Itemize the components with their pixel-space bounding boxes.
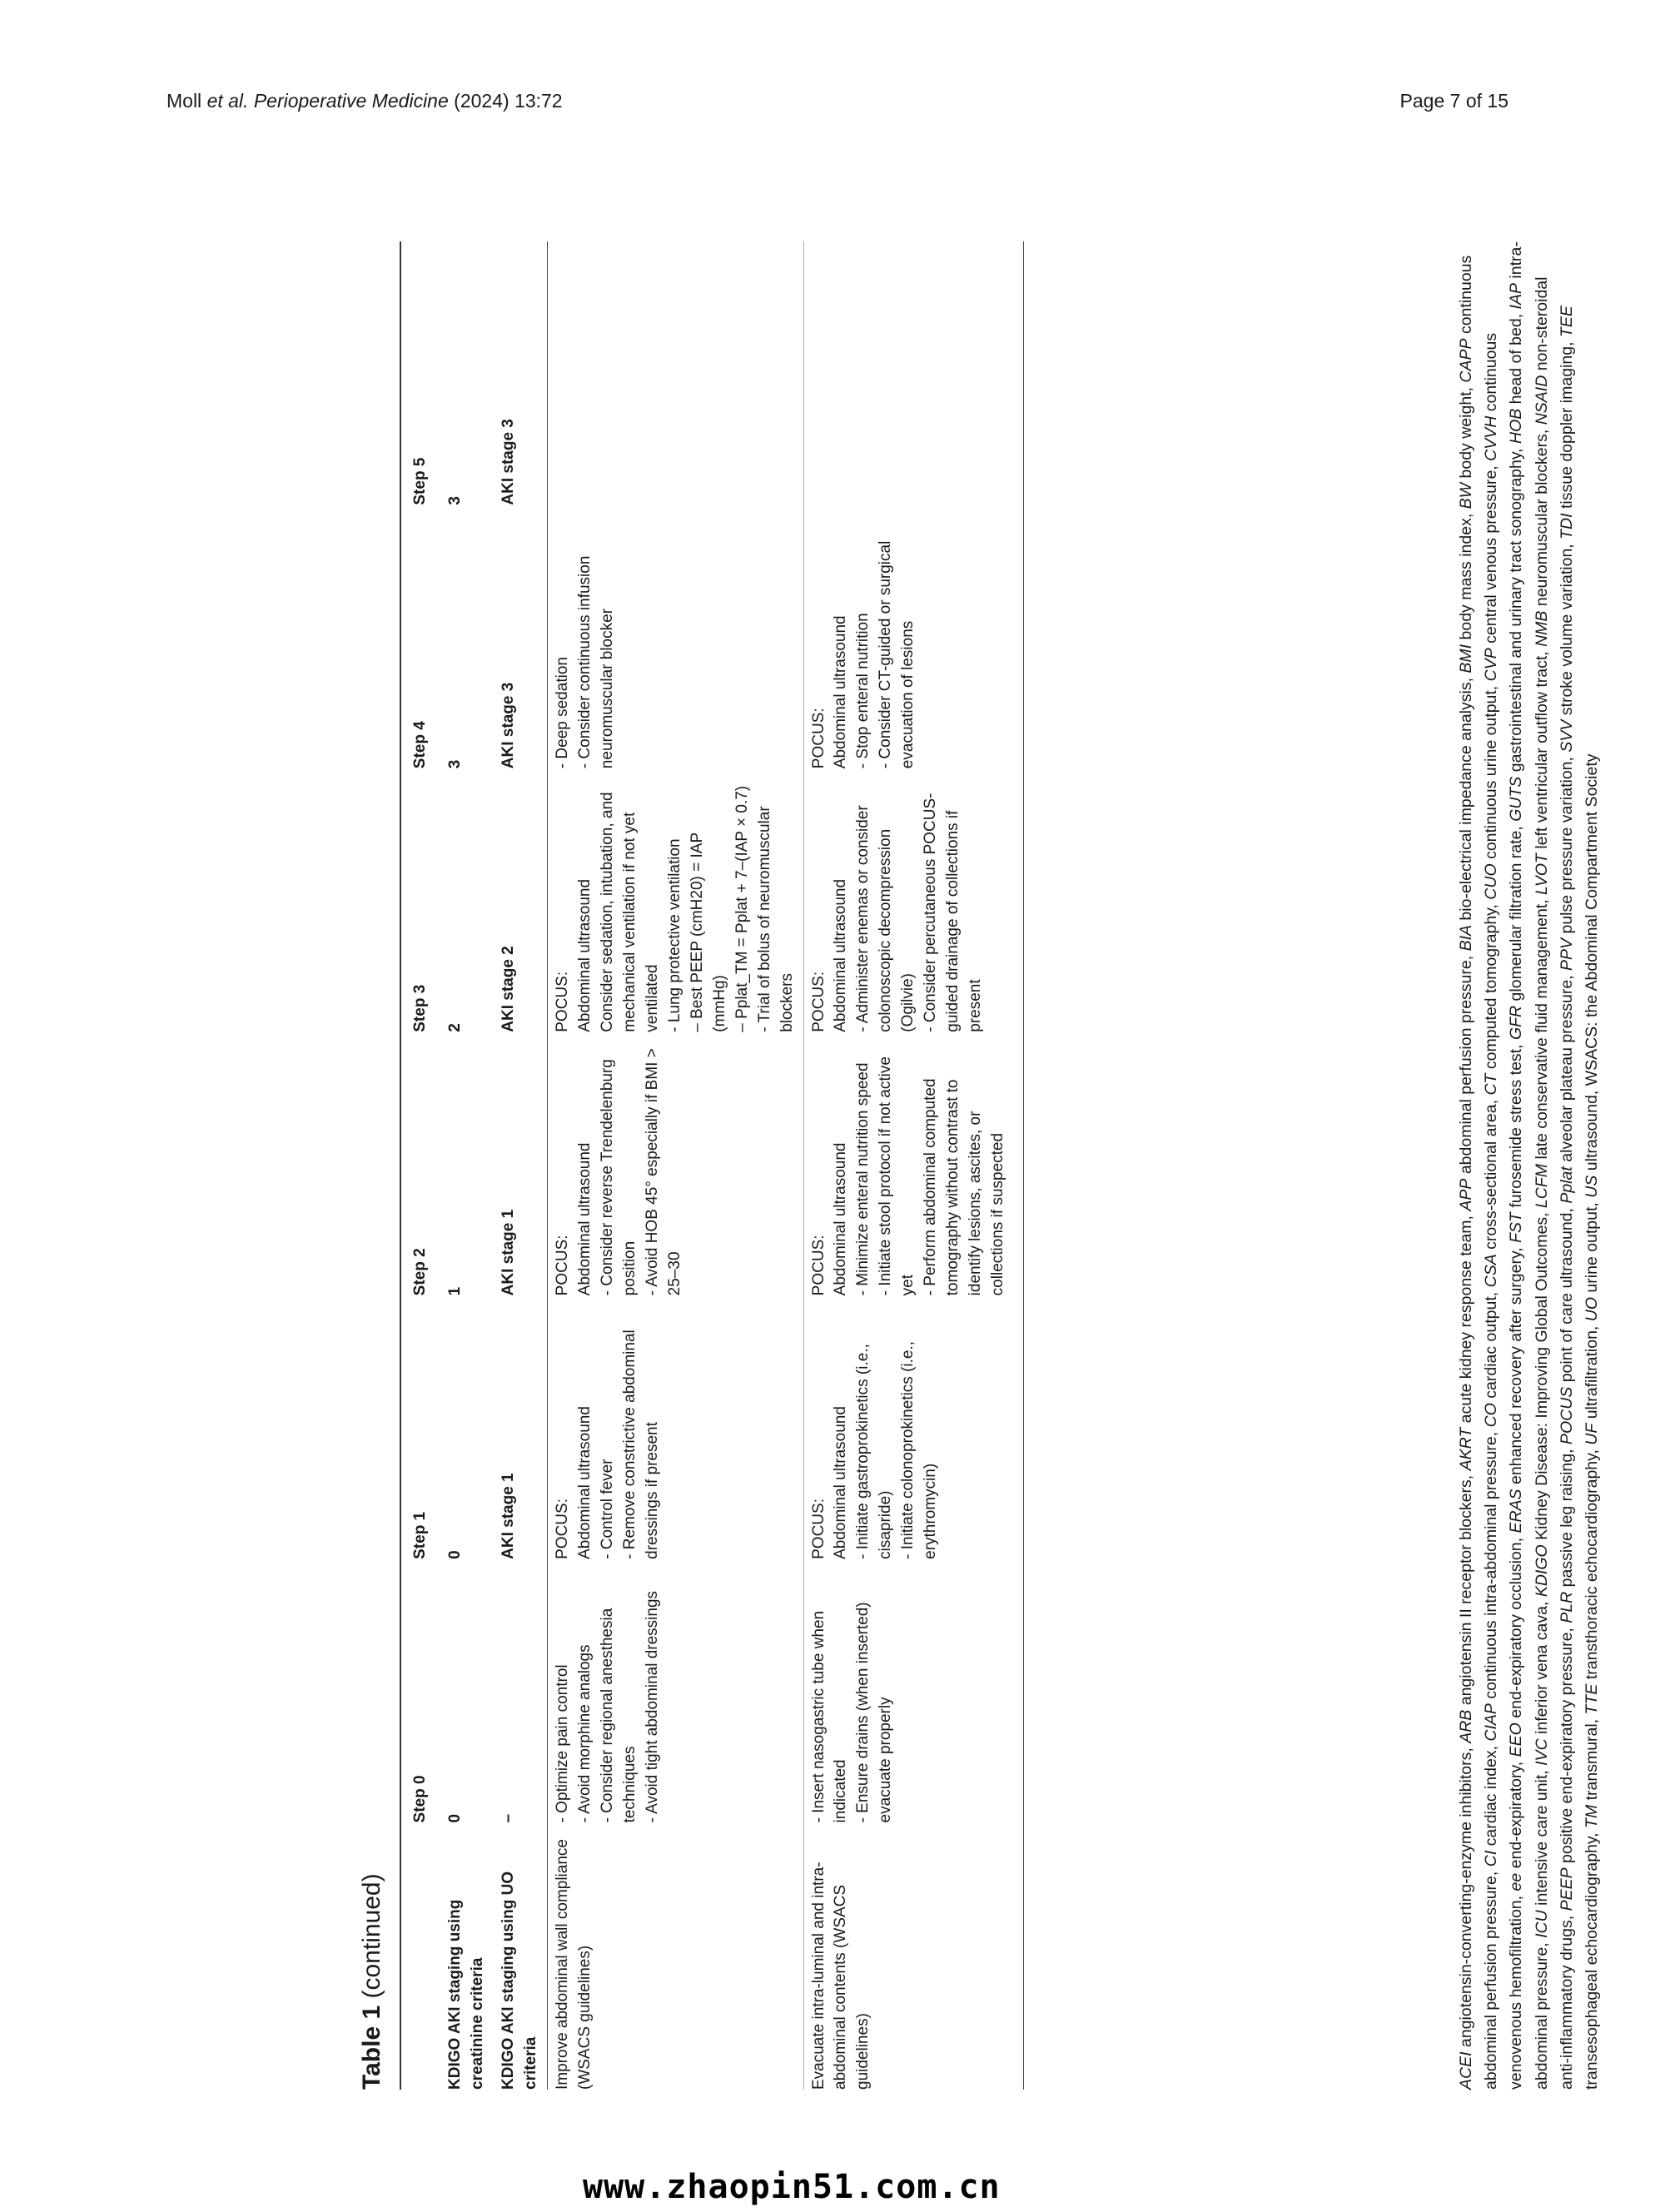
footnote-abbr: Pplat	[1557, 1166, 1576, 1204]
table-cell	[547, 241, 803, 505]
table-footnote	[1454, 241, 1604, 2090]
running-head	[166, 90, 1508, 120]
table-cell	[547, 505, 803, 769]
table-cell	[547, 1032, 803, 1296]
cell-line: POCUS:	[809, 708, 828, 769]
footnote-abbr: PLR	[1557, 1591, 1576, 1623]
header-cell: Step 5	[400, 241, 440, 505]
cell-line: - Stop enteral nutrition	[854, 613, 872, 769]
table-cell	[803, 1559, 1024, 1823]
footnote-abbr: US	[1583, 1175, 1602, 1198]
footnote-entry: CVP central venous pressure,	[1482, 460, 1501, 682]
footnote-abbr: SVV	[1557, 719, 1576, 753]
footnote-entry: CI cardiac index,	[1482, 1741, 1501, 1867]
table-caption: Table 1 (continued)	[358, 1873, 385, 2090]
cell-line: - Remove constrictive abdominal dressings if present	[620, 1330, 661, 1559]
row-label: Evacuate intra-luminal and intra-abdominal contents (WSACS guidelines)	[803, 1822, 1024, 2090]
cell-line: Abdominal ultrasound	[832, 878, 850, 1032]
footnote-abbr: CIAP	[1482, 1703, 1501, 1742]
footnote-entry: GFR glomerular filtration rate,	[1507, 821, 1526, 1041]
footnote-abbr: BW	[1457, 482, 1475, 510]
footnote-entry: ERAS enhanced recovery after surgery,	[1507, 1242, 1526, 1533]
header-cell: Step 4	[400, 505, 440, 769]
footnote-abbr: CVP	[1482, 648, 1501, 682]
cell-line: Abdominal ultrasound	[832, 615, 850, 769]
footnote-entry: UO urine output,	[1583, 1197, 1602, 1322]
footnote-entry: Pplat alveolar plateau pressure,	[1557, 970, 1576, 1204]
footnote-entry: CUO continuous urine output,	[1482, 681, 1501, 900]
cell-line: - Consider percutaneous POCUS-guided drainage of collections if present	[922, 793, 985, 1032]
cell-line: POCUS:	[809, 971, 828, 1032]
footnote-entry: IAP intra-abdominal pressure,	[1507, 241, 1551, 2090]
page-number: Page 7 of 15	[1399, 90, 1508, 112]
footnote-entry: CT computed tomography,	[1482, 899, 1501, 1096]
cell-line: POCUS:	[553, 971, 571, 1032]
cell-line: - Consider regional anesthesia techniques	[598, 1608, 639, 1823]
table-cell	[547, 1559, 803, 1823]
footnote-abbr: BMI	[1457, 644, 1475, 674]
footnote-entry: TDI tissue doppler imaging,	[1557, 337, 1576, 539]
table-header-row	[400, 241, 440, 2090]
footnote-abbr: NMB	[1532, 610, 1551, 647]
cell-line: - Initiate stool protocol if not active yet	[877, 1056, 917, 1296]
table-cell: 1	[445, 1286, 464, 1296]
footnote-abbr: HOB	[1507, 408, 1526, 444]
cell-line: - Initiate gastroprokinetics (i.e., cisapride)	[854, 1344, 895, 1559]
cell-line: - Initiate colonoprokinetics (i.e., erythromycin)	[899, 1340, 940, 1559]
footnote-abbr: TTE	[1583, 1683, 1602, 1715]
table-row-uo	[494, 241, 547, 2090]
table-cell	[803, 1032, 1024, 1296]
footnote-abbr: ERAS	[1507, 1489, 1526, 1533]
footnote-closing: WSACS: the Abdominal Compartment Society	[1583, 753, 1602, 1086]
cell-line: - Control fever	[598, 1459, 616, 1559]
footnote-entry: PEEP positive end-expiratory pressure,	[1557, 1623, 1576, 1911]
table-cell: 3	[445, 496, 464, 505]
footnote-entry: SVV stroke volume variation,	[1557, 539, 1576, 753]
cell-line: - Lung protective ventilation	[665, 838, 683, 1032]
cell-line: – Best PEEP (cmH20) = IAP (mmHg)	[688, 833, 728, 1032]
footnote-entry: KDIGO Kidney Disease: Improving Global Outcomes,	[1532, 1208, 1551, 1598]
row-label: KDIGO AKI staging using UO criteria	[499, 1871, 539, 2090]
footnote-abbr: ICU	[1532, 1910, 1551, 1938]
footnote-abbr: TEE	[1557, 306, 1576, 338]
footnote-abbr: PPV	[1557, 937, 1576, 971]
cell-line: - Ensure drains (when inserted) evacuate properly	[854, 1602, 895, 1823]
footnote-abbr: TM	[1583, 1804, 1602, 1828]
footnote-abbr: ACEI	[1457, 2051, 1475, 2090]
footnote-abbr: IVC	[1532, 1738, 1551, 1766]
cell-line: Abdominal ultrasound	[575, 878, 594, 1032]
table-cell	[547, 1295, 803, 1559]
table-1	[400, 241, 1024, 2090]
footnote-abbr: BIA	[1457, 924, 1475, 952]
footnote-abbr: NSAID	[1532, 375, 1551, 425]
footnote-abbr: TDI	[1557, 513, 1576, 539]
table-cell: AKI stage 3	[499, 682, 517, 769]
footnote-entry: US ultrasound,	[1583, 1086, 1602, 1198]
footnote-abbr: GFR	[1507, 1005, 1526, 1041]
table-cell: 0	[445, 1550, 464, 1559]
header-cell	[400, 1822, 440, 2090]
footnote-entry: HOB head of bed,	[1507, 309, 1526, 444]
footnote-abbr: ee	[1507, 1872, 1526, 1891]
footnote-abbr: KDIGO	[1532, 1544, 1551, 1598]
footnote-abbr: ARB	[1457, 1709, 1475, 1743]
footnote-entry: CO cardiac output,	[1482, 1287, 1501, 1428]
footnote-entry: FST furosemide stress test,	[1507, 1040, 1526, 1243]
footnote-entry: PPV pulse pressure variation,	[1557, 752, 1576, 971]
footnote-entry: CAPP continuous abdominal perfusion pressure,	[1457, 255, 1501, 2090]
footnote-entry: IVC inferior vena cava,	[1532, 1597, 1551, 1766]
cell-line: Abdominal ultrasound	[832, 1142, 850, 1296]
footnote-entry: GUTS gastrointestinal and urinary tract sonography,	[1507, 444, 1526, 822]
footnote-abbr: CSA	[1482, 1254, 1501, 1288]
row-label: KDIGO AKI staging using creatinine criteria	[445, 1899, 486, 2090]
footnote-entry: BMI body mass index,	[1457, 509, 1475, 674]
cell-line: - Insert nasogastric tube when indicated	[809, 1610, 850, 1823]
footnote-abbr: LVOT	[1532, 853, 1551, 895]
table-cell: AKI stage 1	[499, 1473, 517, 1559]
cell-line: - Administer enemas or consider colonoscopic decompression (Ogilvie)	[854, 805, 917, 1032]
header-cell: Step 1	[400, 1295, 440, 1559]
footnote-entry: CIAP continuous intra-abdominal pressure,	[1482, 1427, 1501, 1742]
cell-line: POCUS:	[809, 1499, 828, 1559]
footnote-entry: ee end-expiratory,	[1507, 1757, 1526, 1891]
footnote-entry: TTE transthoracic echocardiography,	[1583, 1444, 1602, 1715]
table-cell	[547, 768, 803, 1032]
footnote-entry: POCUS point of care ultrasound,	[1557, 1203, 1576, 1445]
header-cell: Step 0	[400, 1559, 440, 1823]
footnote-abbr: CT	[1482, 1073, 1501, 1096]
footnote-entry: CSA cross-sectional area,	[1482, 1095, 1501, 1288]
footnote-entry: AKRT acute kidney response team,	[1457, 1210, 1475, 1471]
footnote-entry: NMB neuromuscular blockers,	[1532, 425, 1551, 647]
cell-line: Abdominal ultrasound	[575, 1406, 594, 1559]
cell-line: POCUS:	[553, 1499, 571, 1559]
table-row-creatinine	[440, 241, 494, 2090]
footnote-entry: ACEI angiotensin-converting-enzyme inhibitors,	[1457, 1742, 1475, 2090]
table-cell	[803, 768, 1024, 1032]
footnote-entry: ICU intensive care unit,	[1532, 1765, 1551, 1938]
cell-line: POCUS:	[553, 1235, 571, 1296]
table-row-evacuate	[803, 241, 1024, 2090]
footnote-abbr: UO	[1583, 1297, 1602, 1322]
cell-line: - Minimize enteral nutrition speed	[854, 1062, 872, 1296]
cell-line: - Consider continuous infusion neuromuscular blocker	[575, 555, 616, 769]
cell-line: Abdominal ultrasound	[575, 1142, 594, 1296]
footnote-entry: NSAID non-steroidal anti-inflammatory drugs,	[1532, 276, 1576, 2090]
cell-line: - Consider reverse Trendelenburg position	[598, 1059, 639, 1296]
cell-line: - Consider CT-guided or surgical evacuation of lesions	[877, 540, 917, 769]
article-citation: Moll et al. Perioperative Medicine (2024) 13:72	[166, 90, 563, 112]
footnote-abbr: LCFM	[1532, 1163, 1551, 1209]
footnote-entry: LCFM late conservative fluid management,	[1532, 894, 1551, 1209]
cell-line: Abdominal ultrasound	[832, 1406, 850, 1559]
footnote-entry: PLR passive leg raising,	[1557, 1444, 1576, 1623]
footnote-abbr: CUO	[1482, 863, 1501, 900]
rotated-table-block	[358, 241, 1665, 2090]
footnote-entry: TEE transesophageal echocardiography,	[1557, 306, 1602, 2090]
header-cell: Step 2	[400, 1032, 440, 1296]
table-cell: AKI stage 2	[499, 946, 517, 1032]
cell-line: - Trial of bolus of neuromuscular blockers	[755, 806, 796, 1032]
footnote-abbr: AKRT	[1457, 1427, 1475, 1471]
cell-line: Consider sedation, intubation, and mechanical ventilation if not yet ventilated	[598, 792, 661, 1032]
footnote-abbr: PEEP	[1557, 1867, 1576, 1911]
table-cell	[803, 1295, 1024, 1559]
table-cell: AKI stage 3	[499, 419, 517, 505]
row-label: Improve abdominal wall compliance (WSACS guidelines)	[547, 1822, 803, 2090]
footnote-entry: EEO end-expiratory occlusion,	[1507, 1533, 1526, 1757]
footnote-abbr: UF	[1583, 1423, 1602, 1445]
table-cell: –	[499, 1813, 517, 1823]
footnote-abbr: GUTS	[1507, 776, 1526, 822]
footnote-entry: APP abdominal perfusion pressure,	[1457, 951, 1475, 1211]
footnote-abbr: EEO	[1507, 1722, 1526, 1757]
table-cell: 2	[445, 1023, 464, 1032]
footnote-entry: LVOT left ventricular outflow tract,	[1532, 646, 1551, 895]
footnote-entry: ARB angiotensin II receptor blockers,	[1457, 1470, 1475, 1743]
footnote-abbr: CO	[1482, 1403, 1501, 1428]
cell-line: – Pplat_TM = Pplat + 7–(IAP × 0.7)	[733, 785, 751, 1032]
footnote-abbr: CAPP	[1457, 338, 1475, 383]
table-row-abdominal-wall	[547, 241, 803, 2090]
cell-line: - Avoid tight abdominal dressings	[643, 1590, 661, 1823]
footnote-entry: CVVH continuous venovenous hemofiltration,	[1482, 332, 1526, 2090]
table-cell	[803, 241, 1024, 505]
footnote-abbr: IAP	[1507, 283, 1526, 310]
watermark: www.zhaopin51.com.cn	[583, 2168, 1001, 2206]
header-cell: Step 3	[400, 768, 440, 1032]
table-cell: AKI stage 1	[499, 1209, 517, 1296]
table-cell	[803, 505, 1024, 769]
footnote-entry: BIA bio-electrical impedance analysis,	[1457, 673, 1475, 952]
footnote-abbr: APP	[1457, 1178, 1475, 1211]
table-cell: 0	[445, 1813, 464, 1823]
footnote-abbr: POCUS	[1557, 1386, 1576, 1445]
footnote-abbr: FST	[1507, 1212, 1526, 1243]
cell-line: - Optimize pain control	[553, 1664, 571, 1823]
footnote-entry: TM transmural,	[1583, 1714, 1602, 1828]
cell-line: - Avoid morphine analogs	[575, 1644, 594, 1823]
cell-line: POCUS:	[809, 1235, 828, 1296]
footnote-abbr: CI	[1482, 1850, 1501, 1867]
footnote-entry: UF ultrafiltration,	[1583, 1321, 1602, 1445]
cell-line: - Avoid HOB 45° especially if BMI > 25–30	[643, 1048, 683, 1296]
footnote-abbr: CVVH	[1482, 415, 1501, 461]
footnote-entry: BW body weight,	[1457, 382, 1475, 510]
table-cell: 3	[445, 759, 464, 769]
cell-line: - Deep sedation	[553, 657, 571, 769]
cell-line: - Perform abdominal computed tomography without contrast to identify lesions, ascites, or collections if suspected	[922, 1078, 1007, 1296]
